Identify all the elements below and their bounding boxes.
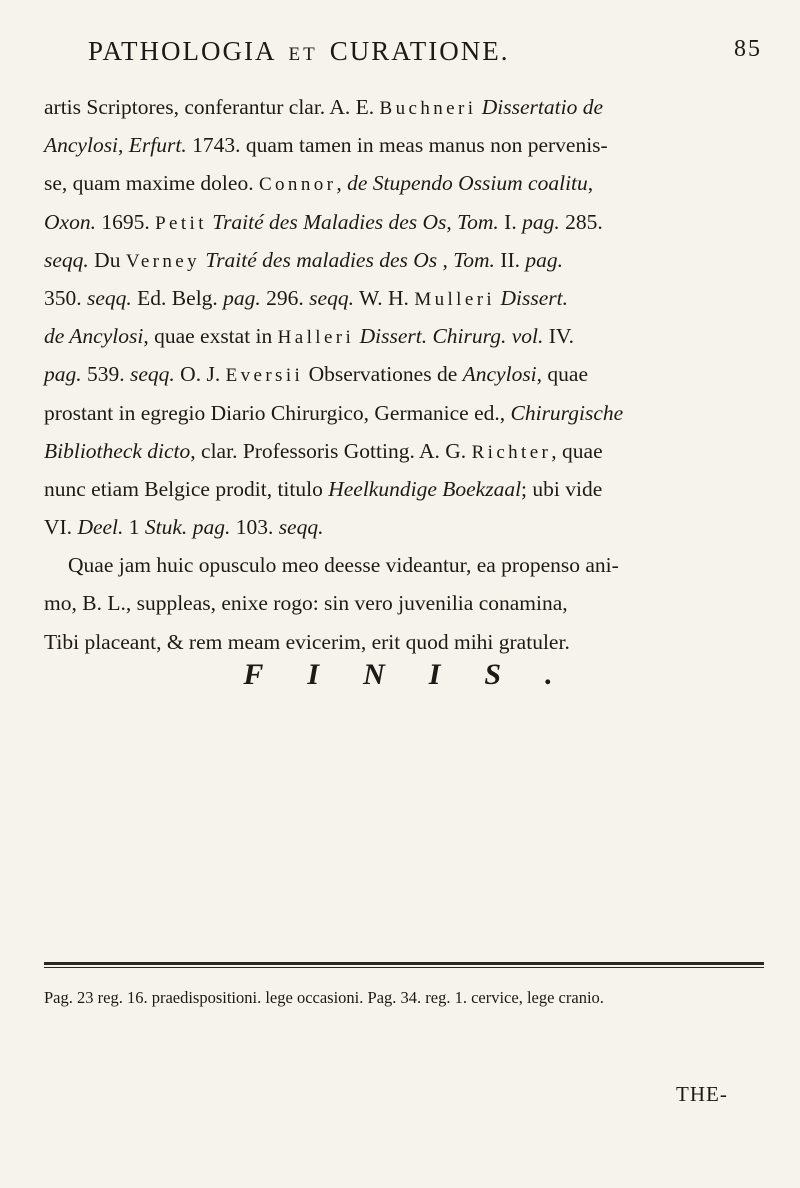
work-title: Chirurgische — [510, 400, 624, 425]
text-span: 350. — [44, 285, 87, 310]
work-title: de Stupendo Ossium coalitu — [347, 171, 588, 196]
text-span: pag. — [44, 362, 82, 387]
text-line — [44, 508, 760, 546]
text-line — [44, 203, 760, 241]
text-span: seqq. — [44, 247, 89, 272]
text-span: pag. — [192, 515, 231, 540]
text-line — [44, 88, 760, 126]
running-head-title-left: PATHOLOGIA — [88, 36, 277, 66]
text-span: Observationes de — [303, 362, 463, 387]
text-span: 103. — [230, 515, 279, 540]
author-name: Connor — [258, 174, 337, 196]
text-span: seqq. — [87, 285, 132, 310]
text-line: mo, B. L., suppleas, enixe rogo: sin vero juvenilia conamina, — [44, 591, 568, 616]
text-span: 1695. — [95, 209, 156, 234]
text-span: 285. — [559, 209, 603, 234]
running-head — [88, 36, 788, 67]
author-name: Richter — [471, 441, 552, 463]
text-span: II. — [494, 247, 526, 272]
text-span: artis Scriptores, conferantur clar. A. E. — [44, 95, 380, 119]
text-span: VI. — [44, 515, 78, 540]
text-span: , quae exstat in — [143, 324, 278, 349]
text-line — [44, 317, 760, 355]
text-span: seqq. — [309, 285, 354, 310]
text-line — [44, 241, 760, 279]
text-span: Ed. Belg. — [131, 285, 224, 310]
running-head-et: ET — [288, 44, 318, 65]
text-line — [44, 432, 760, 470]
text-line — [44, 355, 760, 393]
text-span: , — [446, 209, 458, 234]
text-span: W. H. — [353, 285, 415, 310]
text-line — [44, 394, 760, 432]
page-number: 85 — [734, 36, 762, 62]
text-span: , clar. Professoris Gotting. A. G. — [190, 438, 472, 463]
work-title: Traité des Maladies des Os — [206, 209, 447, 234]
text-span: Du — [88, 247, 126, 272]
text-span: , quae — [551, 438, 603, 463]
finis-heading: FINIS. — [243, 658, 597, 691]
work-title: Dissert. — [495, 285, 568, 310]
work-title: Ancylosi — [44, 133, 119, 158]
author-name: Verney — [125, 250, 201, 272]
work-title: Ancylosi — [462, 362, 537, 387]
text-span: pag. — [522, 209, 560, 234]
text-span: pag. — [223, 285, 261, 310]
text-span: Tom. — [453, 247, 495, 272]
author-name: Petit — [155, 212, 207, 234]
text-span: seqq. — [278, 515, 324, 540]
text-line — [44, 126, 760, 164]
text-span: , — [336, 171, 348, 196]
text-span: nunc etiam Belgice prodit, titulo — [44, 476, 329, 501]
work-title: Heelkundige Boekzaal — [328, 476, 522, 501]
text-span: 296. — [260, 285, 310, 310]
text-span: pag. — [525, 247, 563, 272]
work-title: Traité des maladies des Os — [200, 247, 438, 272]
text-span: , — [437, 247, 454, 272]
author-name: Buchneri — [379, 98, 477, 119]
text-line — [44, 279, 760, 317]
work-title: Dissert. Chirurg. vol. — [354, 324, 544, 349]
divider-rule — [44, 962, 764, 965]
text-span: ; ubi vide — [521, 476, 603, 501]
text-line: Quae jam huic opusculo meo deesse videantur, ea propenso ani- — [68, 553, 619, 578]
work-title: de Ancylosi — [44, 324, 144, 349]
text-span: se, quam maxime doleo. — [44, 171, 259, 196]
text-span: IV. — [543, 324, 575, 349]
text-span: , quae — [536, 362, 589, 387]
body-text — [44, 88, 760, 661]
text-span: seqq. — [130, 362, 175, 387]
author-name: Mulleri — [414, 288, 496, 310]
text-span: Tom. — [457, 209, 499, 234]
errata-note: Pag. 23 reg. 16. praedispositioni. lege occasioni. Pag. 34. reg. 1. cervice, lege cranio. — [44, 988, 604, 1007]
text-span: 1743. quam tamen in meas manus non pervenis- — [186, 133, 608, 158]
catchword: THE- — [676, 1082, 728, 1106]
text-line — [44, 470, 760, 508]
text-span: , — [587, 171, 594, 196]
text-span: prostant in egregio Diario Chirurgico, Germanice ed., — [44, 400, 511, 425]
author-name: Eversii — [225, 365, 304, 387]
text-span: Stuk. — [144, 515, 188, 540]
author-name: Halleri — [277, 327, 355, 349]
text-span: , — [118, 133, 129, 158]
divider-rule-thin — [44, 967, 764, 968]
place-name: Oxon. — [44, 209, 96, 234]
text-line — [44, 164, 760, 202]
place-name: Erfurt. — [128, 133, 187, 158]
work-title: Dissertatio de — [476, 95, 603, 119]
text-span: 1 — [123, 515, 145, 540]
text-span: Deel. — [77, 515, 124, 540]
text-line: Tibi placeant, & rem meam evicerim, erit quod mihi gratuler. — [44, 629, 570, 654]
text-span: 539. — [81, 362, 130, 387]
text-span: I. — [498, 209, 523, 234]
running-head-title-right: CURATIONE. — [329, 36, 510, 66]
text-span: O. J. — [174, 362, 226, 387]
work-title: Bibliotheck dicto — [44, 438, 191, 463]
